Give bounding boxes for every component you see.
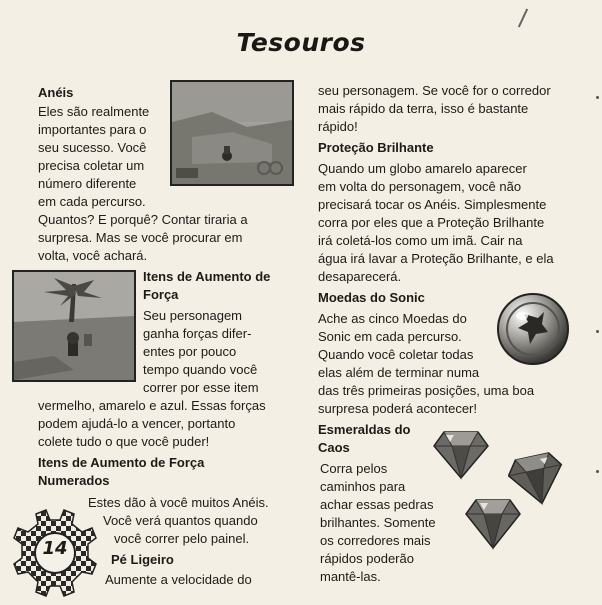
aneis-line: volta, você achará. [38, 248, 148, 263]
itens-forca-line: podem ajudá-lo a vencer, portanto [38, 416, 236, 431]
esmeraldas-line: mantê-las. [320, 569, 381, 584]
esmeraldas-line: caminhos para [320, 479, 406, 494]
aneis-line: precisa coletar um [38, 158, 145, 173]
aneis-line: seu sucesso. Você [38, 140, 147, 155]
moedas-line: Ache as cinco Moedas do [318, 311, 467, 326]
pe-ligeiro-line: Aumente a velocidade do [105, 572, 252, 587]
esmeraldas-line: brilhantes. Somente [320, 515, 436, 530]
protecao-line: em volta do personagem, você não [318, 179, 522, 194]
emerald-icon [464, 498, 522, 557]
itens-forca-line: vermelho, amarelo e azul. Essas forças [38, 398, 266, 413]
sonic-coin-image [496, 292, 570, 366]
edge-dot [596, 470, 599, 473]
aneis-line: Quantos? E porquê? Contar tiraria a [38, 212, 248, 227]
continuacao-line: rápido! [318, 119, 358, 134]
protecao-line: Quando um globo amarelo aparecer [318, 161, 527, 176]
game-screenshot-rings [170, 80, 294, 186]
continuacao-line: seu personagem. Se você for o corredor [318, 83, 551, 98]
aneis-line: em cada percurso. [38, 194, 146, 209]
itens-forca-line: entes por pouco [143, 344, 237, 359]
continuacao-line: mais rápido da terra, isso é bastante [318, 101, 529, 116]
page-number: 14 [42, 538, 68, 559]
emerald-icon [432, 430, 490, 485]
itens-numerados-line: você correr pelo painel. [114, 531, 250, 546]
protecao-line: desaparecerá. [318, 269, 402, 284]
protecao-line: precisará tocar os Anéis. Simplesmente [318, 197, 547, 212]
heading-itens-numerados-2: Numerados [38, 473, 110, 488]
heading-esmeraldas-1: Esmeraldas do [318, 422, 411, 437]
heading-pe-ligeiro: Pé Ligeiro [111, 552, 174, 567]
page-title: Tesouros [236, 28, 366, 57]
itens-numerados-line: Estes dão à você muitos Anéis. [88, 495, 269, 510]
protecao-line: água irá lavar a Proteção Brilhante, e ela [318, 251, 554, 266]
heading-itens-forca-2: Força [143, 287, 179, 302]
aneis-line: importantes para o [38, 122, 147, 137]
itens-forca-line: tempo quando você [143, 362, 258, 377]
edge-dot [596, 96, 599, 99]
aneis-line: Eles são realmente [38, 104, 150, 119]
moedas-line: elas além de terminar numa [318, 365, 480, 380]
itens-forca-line: ganha forças difer- [143, 326, 252, 341]
heading-aneis: Anéis [38, 85, 74, 100]
moedas-line: das três primeiras posições, uma boa [318, 383, 535, 398]
esmeraldas-line: achar essas pedras [320, 497, 434, 512]
aneis-line: número diferente [38, 176, 137, 191]
itens-forca-line: Seu personagem [143, 308, 243, 323]
protecao-line: irá coletá-los como um imã. Cair na [318, 233, 523, 248]
heading-esmeraldas-2: Caos [318, 440, 350, 455]
itens-numerados-line: Você verá quantos quando [103, 513, 258, 528]
game-screenshot-power [12, 270, 136, 382]
itens-forca-line: correr por esse item [143, 380, 259, 395]
page-number-badge [6, 506, 102, 600]
itens-forca-line: colete tudo o que você puder! [38, 434, 210, 449]
edge-dot [596, 330, 599, 333]
corner-mark [518, 9, 528, 28]
moedas-line: Quando você coletar todas [318, 347, 474, 362]
moedas-line: surpresa poderá acontecer! [318, 401, 477, 416]
heading-moedas: Moedas do Sonic [318, 290, 425, 305]
aneis-line: surpresa. Mas se você procurar em [38, 230, 243, 245]
protecao-line: corra por eles que a Proteção Brilhante [318, 215, 545, 230]
heading-protecao: Proteção Brilhante [318, 140, 434, 155]
heading-itens-numerados-1: Itens de Aumento de Força [38, 455, 205, 470]
esmeraldas-line: Corra pelos [320, 461, 388, 476]
esmeraldas-line: rápidos poderão [320, 551, 414, 566]
heading-itens-forca-1: Itens de Aumento de [143, 269, 271, 284]
moedas-line: Sonic em cada percurso. [318, 329, 462, 344]
esmeraldas-line: os corredores mais [320, 533, 431, 548]
